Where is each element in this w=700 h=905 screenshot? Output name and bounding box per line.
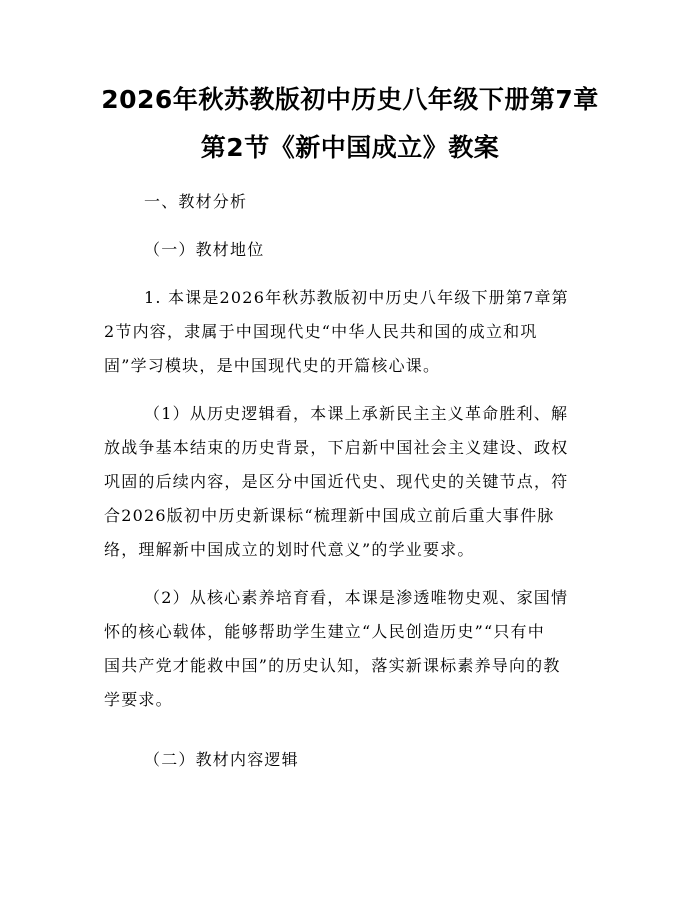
paragraph-3-line: 学要求。 xyxy=(104,690,173,709)
paragraph-2-line: 络，理解新中国成立的划时代意义”的学业要求。 xyxy=(104,540,475,559)
paragraph-1-line: 1. 本课是2026年秋苏教版初中历史八年级下册第7章第 xyxy=(144,288,569,307)
paragraph-1-line: 固”学习模块，是中国现代史的开篇核心课。 xyxy=(104,356,441,375)
paragraph-2-line: 放战争基本结束的历史背景，下启新中国社会主义建设、政权 xyxy=(104,438,569,457)
subsection-heading-content-logic: （二）教材内容逻辑 xyxy=(144,750,299,769)
paragraph-2-line: （1）从历史逻辑看，本课上承新民主主义革命胜利、解 xyxy=(144,404,569,423)
section-heading-teaching-material-analysis: 一、教材分析 xyxy=(144,192,248,211)
paragraph-3-line: （2）从核心素养培育看，本课是渗透唯物史观、家国情 xyxy=(144,588,569,607)
document-title-line-1: 2026年秋苏教版初中历史八年级下册第7章 xyxy=(101,85,599,114)
paragraph-2-line: 巩固的后续内容，是区分中国近代史、现代史的关键节点，符 xyxy=(104,472,569,491)
paragraph-2-line: 合2026版初中历史新课标“梳理新中国成立前后重大事件脉 xyxy=(104,506,555,525)
subsection-heading-material-status: （一）教材地位 xyxy=(144,240,265,259)
paragraph-3-line: 国共产党才能救中国”的历史认知，落实新课标素养导向的教 xyxy=(104,656,561,675)
paragraph-1-line: 2节内容，隶属于中国现代史“中华人民共和国的成立和巩 xyxy=(104,322,538,341)
document-title-line-2: 第2节《新中国成立》教案 xyxy=(200,133,500,162)
paragraph-3-line: 怀的核心载体，能够帮助学生建立“人民创造历史”“只有中 xyxy=(104,622,545,641)
